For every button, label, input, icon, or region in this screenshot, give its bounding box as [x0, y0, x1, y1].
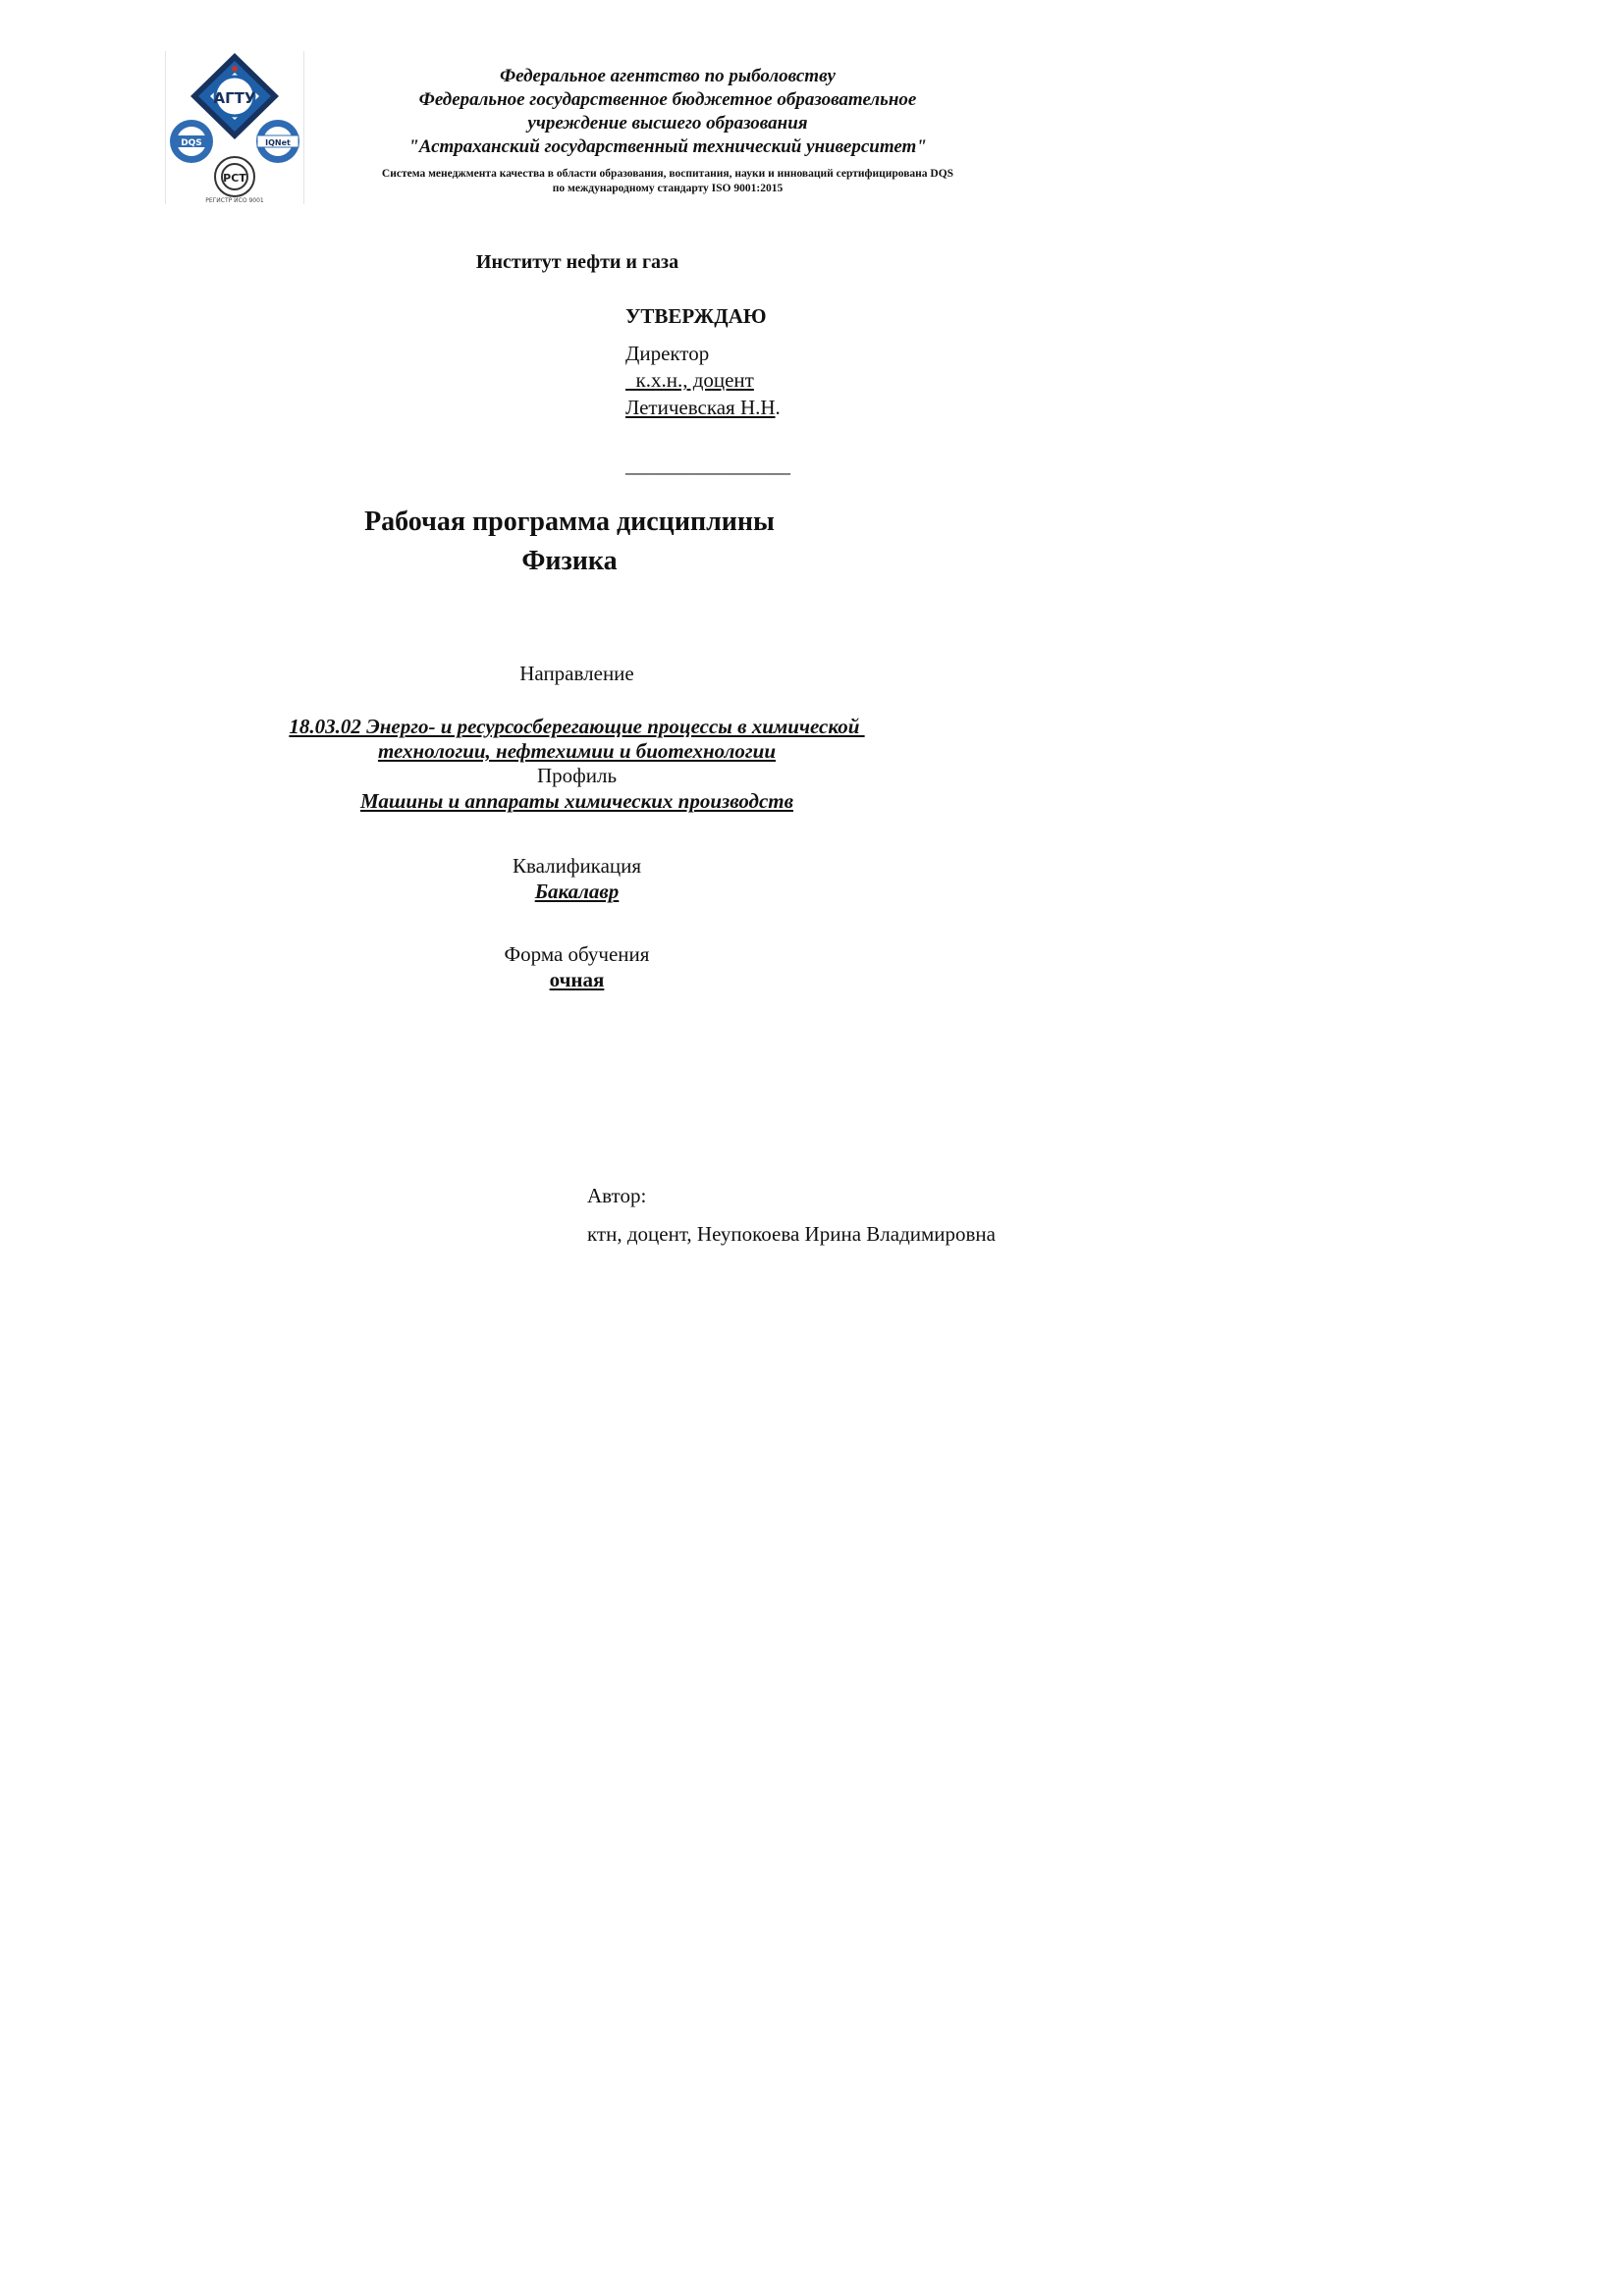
direction-label: Направление: [519, 662, 634, 685]
certification-line-2: по международному стандарту ISO 9001:2015: [552, 183, 784, 194]
direction-value-line-2: технологии, нефтехимии и биотехнологии: [377, 739, 777, 763]
profile-label: Профиль: [536, 764, 618, 787]
certification-line-1: Система менеджмента качества в области образования, воспитания, науки и инноваций сертифицирована DQS: [381, 168, 954, 180]
badge-right-text: IQNet: [265, 138, 291, 147]
dqs-badge: [170, 120, 213, 163]
approver-name-line: [625, 396, 781, 420]
document-title: Рабочая программа дисциплины: [364, 507, 775, 537]
direction-value-line-1: 18.03.02 Энерго- и ресурсосберегающие процессы в химической: [289, 715, 865, 738]
approver-degree: к.х.н., доцент: [625, 368, 754, 392]
direction-value-2: [226, 738, 928, 764]
qualification-label: Квалификация: [512, 854, 642, 878]
study-form-value-wrap: [226, 967, 928, 992]
rst-stamp: [205, 157, 264, 204]
emblem-text: АГТУ: [213, 89, 256, 107]
profile-value: Машины и аппараты химических производств: [359, 789, 793, 813]
qualification-value: Бакалавр: [534, 880, 620, 903]
author-value: ктн, доцент, Неупокоева Ирина Владимировна: [587, 1222, 996, 1246]
agency-name: Федеральное агентство по рыболовству: [500, 66, 836, 86]
university-name: "Астраханский государственный технический университет": [408, 136, 927, 157]
approval-title: УТВЕРЖДАЮ: [625, 304, 767, 328]
institute-name: Институт нефти и газа: [475, 251, 679, 273]
approver-name-suffix: .: [775, 396, 781, 419]
institution-line-2: учреждение высшего образования: [527, 113, 808, 133]
approver-name: Летичевская Н.Н: [625, 396, 776, 419]
qualification-value-wrap: [226, 879, 928, 904]
stamp-caption: РЕГИСТР ИСО 9001: [205, 197, 264, 204]
study-form-value: очная: [549, 968, 605, 991]
iqnet-badge: [256, 120, 299, 163]
institution-line-1: Федеральное государственное бюджетное образовательное: [418, 89, 917, 110]
badge-left-text: DQS: [181, 138, 202, 148]
signature-line: ________________: [625, 454, 790, 477]
university-logo: [165, 51, 304, 204]
direction-value-1: [226, 714, 928, 739]
stamp-text: РСТ: [223, 172, 246, 185]
discipline-name: Физика: [521, 546, 618, 576]
study-form-label: Форма обучения: [504, 942, 650, 966]
logo-graphic: [166, 51, 303, 204]
profile-value-wrap: [226, 788, 928, 814]
author-label: Автор:: [587, 1184, 647, 1207]
approver-position: Директор: [625, 342, 710, 365]
